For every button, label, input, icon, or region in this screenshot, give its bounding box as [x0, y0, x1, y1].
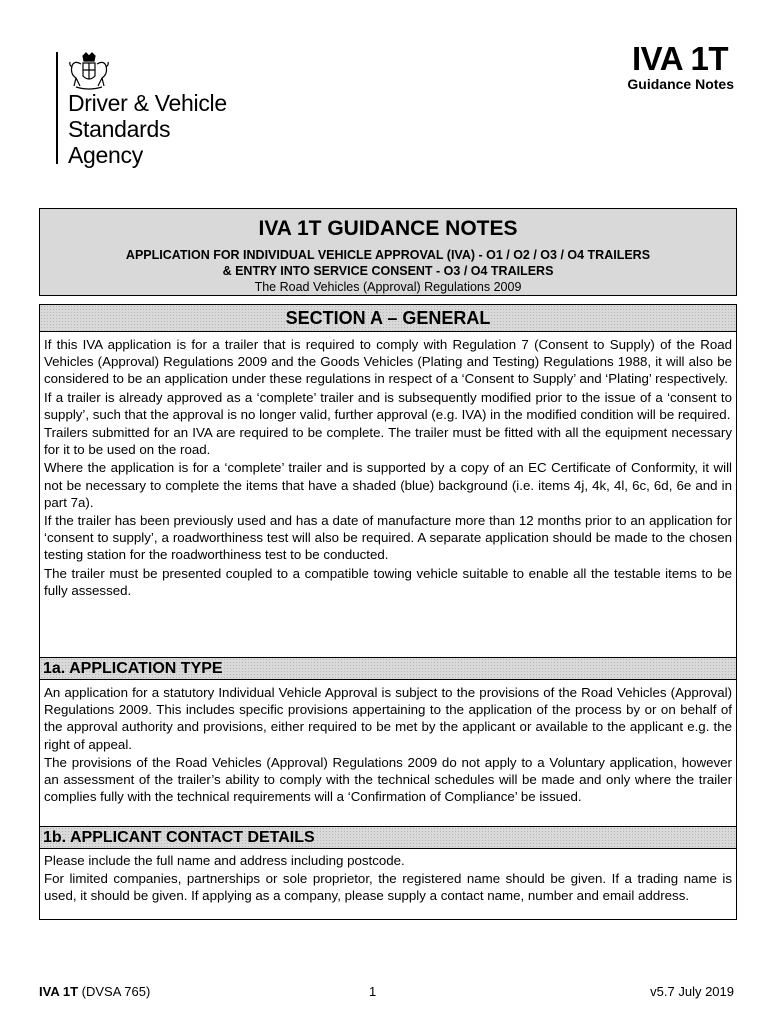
section-1b-body — [44, 852, 732, 905]
title-box — [39, 208, 737, 296]
footer-form-id — [39, 984, 150, 999]
agency-line-1: Driver & Vehicle — [68, 90, 227, 116]
section-1a-paragraph: The provisions of the Road Vehicles (Approval) Regulations 2009 do not apply to a Voluntary application, however an assessment of the trailer’s ability to comply with the technical schedules will be made and only where the trailer complies fully with the technical requirements will a ‘Confirmation of Compliance’ be issued. — [44, 754, 732, 805]
section-a-heading: SECTION A – GENERAL — [40, 305, 736, 332]
section-a-paragraph: If the trailer has been previously used and has a date of manufacture more than 12 months prior to an application for ‘consent to supply’, a roadworthiness test will also be required. A separate application should be made to the chosen testing station for the roadworthiness test to be conducted. — [44, 513, 732, 563]
content-frame — [39, 304, 737, 920]
section-a-paragraph: Where the application is for a ‘complete’ trailer and is supported by a copy of an EC Certificate of Conformity, it will not be necessary to complete the items that have a shaded (blue) background (i.e. items 4j, 4k, 4l, 6c, 6d, 6e and in part 7a). — [44, 460, 732, 510]
section-1b-heading: 1b. APPLICANT CONTACT DETAILS — [40, 826, 736, 849]
agency-line-2: Standards — [68, 116, 171, 142]
section-1a-body — [44, 684, 732, 805]
section-1a-paragraph: An application for a statutory Individual Vehicle Approval is subject to the provisions of the Road Vehicles (Approval) Regulations 2009. This includes specific provisions appertaining to the application of the process by or on behalf of the approval authority and provisions, either required to be met by the applicant or available to the applicant e.g. the right of appeal. — [44, 685, 732, 752]
title-line-1: APPLICATION FOR INDIVIDUAL VEHICLE APPROVAL (IVA) - O1 / O2 / O3 / O4 TRAILERS — [125, 248, 651, 262]
royal-crest-icon — [66, 52, 112, 90]
page-title: IVA 1T GUIDANCE NOTES — [258, 217, 518, 240]
version-label: v5.7 July 2019 — [650, 984, 734, 999]
footer-form-name: IVA 1T — [39, 984, 79, 999]
agency-line-3: Agency — [68, 142, 143, 168]
agency-name — [68, 90, 227, 168]
form-subtitle: Guidance Notes — [627, 76, 734, 92]
section-a-paragraph: If a trailer is already approved as a ‘complete’ trailer and is subsequently modified prior to the issue of a ‘consent to supply’, such that the approval is no longer valid, further approval (e.g. IVA) in the modified condition will be required. — [44, 389, 732, 422]
section-1a-heading: 1a. APPLICATION TYPE — [40, 657, 736, 680]
section-a-paragraph: The trailer must be presented coupled to a compatible towing vehicle suitable to enable all the testable items to be fully assessed. — [44, 565, 732, 598]
section-a-body — [44, 336, 732, 599]
logo-divider — [56, 52, 58, 164]
section-1b-paragraph: Please include the full name and address including postcode. — [44, 853, 405, 868]
page-number: 1 — [369, 984, 377, 999]
title-regulation: The Road Vehicles (Approval) Regulations 2009 — [254, 280, 522, 294]
section-1b-paragraph: For limited companies, partnerships or sole proprietor, the registered name should be given. If a trading name is used, it should be given. If applying as a company, please supply a contact name, number and email address. — [44, 871, 732, 904]
section-a-paragraph: Trailers submitted for an IVA are required to be complete. The trailer must be fitted with all the equipment necessary for it to be used on the road. — [44, 425, 732, 458]
section-a-paragraph: If this IVA application is for a trailer that is required to comply with Regulation 7 (Consent to Supply) of the Road Vehicles (Approval) Regulations 2009 and the Goods Vehicles (Plating and Testing) Regulations 1988, it will also be considered to be an application under these regulations in respect of a ‘Consent to Supply’ and ‘Plating’ respectively. — [44, 337, 732, 387]
form-code: IVA 1T — [631, 40, 728, 77]
title-line-2: & ENTRY INTO SERVICE CONSENT - O3 / O4 TRAILERS — [222, 264, 554, 278]
footer-form-ref: (DVSA 765) — [81, 984, 151, 999]
